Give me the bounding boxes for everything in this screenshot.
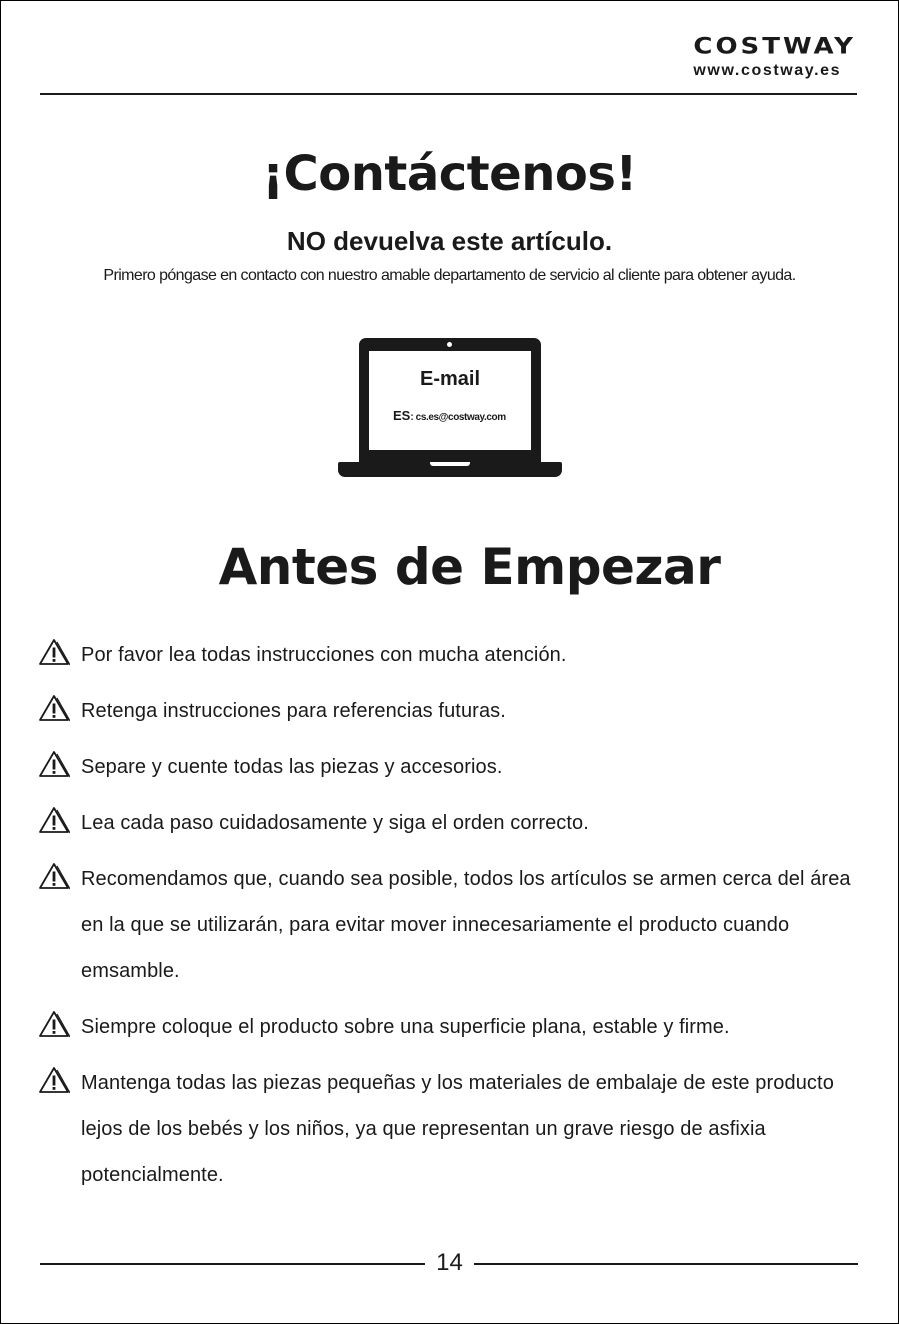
instruction-item — [38, 856, 878, 994]
instruction-text: Recomendamos que, cuando sea posible, todos los artículos se armen cerca del área en la que se utilizarán, para evitar mover innecesariamente el producto cuando emsamble. — [81, 868, 851, 982]
laptop-illustration — [338, 338, 562, 480]
warning-triangle-icon — [38, 750, 70, 778]
contact-intro: Primero póngase en contacto con nuestro amable departamento de servicio al cliente para obtener ayuda. — [103, 267, 796, 284]
laptop-lid — [359, 338, 541, 462]
laptop-base — [338, 462, 562, 477]
footer-divider-right — [474, 1263, 858, 1265]
instruction-item — [38, 688, 878, 734]
before-start-title: Antes de Empezar — [218, 538, 721, 596]
instruction-text: Por favor lea todas instrucciones con mucha atención. — [81, 644, 567, 666]
warning-triangle-icon — [38, 806, 70, 834]
laptop-camera — [447, 342, 452, 347]
laptop-notch — [430, 462, 470, 466]
instruction-item — [38, 800, 878, 846]
warning-triangle-icon — [38, 1066, 70, 1094]
instruction-text: Siempre coloque el producto sobre una superficie plana, estable y firme. — [81, 1016, 730, 1038]
instruction-text: Lea cada paso cuidadosamente y siga el orden correcto. — [81, 812, 589, 834]
header-divider — [40, 93, 857, 95]
brand-logo: COSTWAY — [693, 34, 856, 60]
contact-title: ¡Contáctenos! — [262, 146, 637, 202]
instruction-text: Separe y cuente todas las piezas y accesorios. — [81, 756, 503, 778]
warning-triangle-icon — [38, 862, 70, 890]
page-number: 14 — [436, 1249, 463, 1276]
laptop-screen — [369, 351, 531, 450]
instruction-text: Mantenga todas las piezas pequeñas y los materiales de embalaje de este producto lejos de los bebés y los niños, ya que representan un grave riesgo de asfixia potencialmente. — [81, 1072, 834, 1186]
warning-triangle-icon — [38, 1010, 70, 1038]
warning-triangle-icon — [38, 638, 70, 666]
email-heading: E-mail — [419, 368, 481, 390]
contact-subtitle: NO devuelva este artículo. — [286, 226, 613, 256]
warning-triangle-icon — [38, 694, 70, 722]
email-address: : cs.es@costway.com — [410, 412, 506, 423]
instruction-list — [38, 632, 878, 1208]
instruction-item — [38, 1004, 878, 1050]
email-region: ES — [393, 408, 411, 423]
instruction-text: Retenga instrucciones para referencias futuras. — [81, 700, 506, 722]
footer-divider-left — [40, 1263, 425, 1265]
brand-url: www.costway.es — [693, 62, 842, 79]
instruction-item — [38, 744, 878, 790]
email-line — [393, 407, 506, 425]
instruction-item — [38, 1060, 878, 1198]
instruction-item — [38, 632, 878, 678]
brand-block — [693, 35, 856, 80]
